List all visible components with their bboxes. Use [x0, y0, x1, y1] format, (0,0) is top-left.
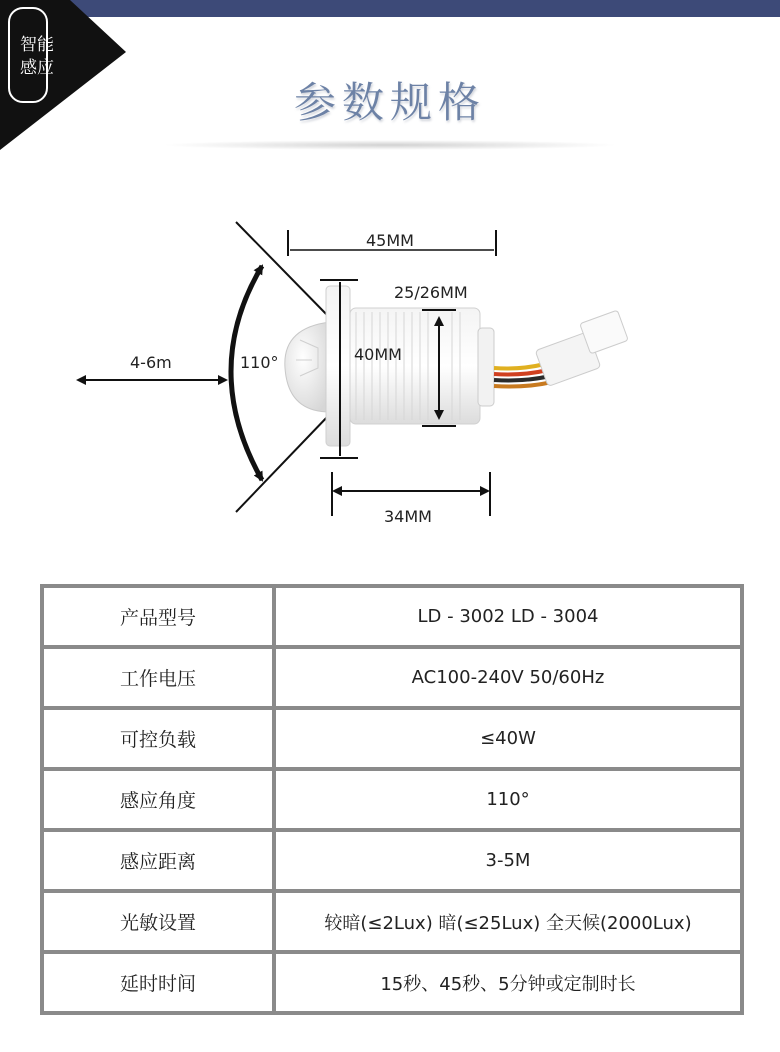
range-label: 4-6m — [130, 353, 172, 372]
inner-diameter-label: 25/26MM — [394, 283, 468, 302]
spec-name: 产品型号 — [44, 588, 272, 645]
angle-line-top — [236, 222, 330, 318]
depth-label: 34MM — [384, 507, 432, 526]
spec-name: 感应距离 — [44, 832, 272, 889]
angle-arc — [231, 266, 262, 480]
pir-dome — [285, 322, 330, 412]
spec-row — [44, 832, 740, 889]
angle-line-bottom — [236, 414, 330, 512]
spec-value: ≤40W — [276, 710, 740, 767]
spec-value: AC100-240V 50/60Hz — [276, 649, 740, 706]
spec-value: 15秒、45秒、5分钟或定制时长 — [276, 954, 740, 1011]
outer-diameter-label: 40MM — [354, 345, 402, 364]
badge-line-2: 感应 — [20, 58, 54, 78]
dimension-diagram — [0, 200, 780, 540]
spec-row — [44, 954, 740, 1011]
page-title: 参数规格 — [293, 78, 486, 127]
spec-name: 工作电压 — [44, 649, 272, 706]
spec-name: 光敏设置 — [44, 893, 272, 950]
spec-row — [44, 710, 740, 767]
spec-value: LD - 3002 LD - 3004 — [276, 588, 740, 645]
spec-row — [44, 649, 740, 706]
spec-name: 延时时间 — [44, 954, 272, 1011]
badge-line-1: 智能 — [20, 35, 54, 55]
spec-value: 110° — [276, 771, 740, 828]
spec-row — [44, 771, 740, 828]
spec-row — [44, 893, 740, 950]
spec-name: 感应角度 — [44, 771, 272, 828]
width-label: 45MM — [366, 231, 414, 250]
spec-name: 可控负载 — [44, 710, 272, 767]
spec-table — [40, 584, 744, 1015]
spec-value: 较暗(≤2Lux) 暗(≤25Lux) 全天候(2000Lux) — [276, 893, 740, 950]
title-underline-shadow — [160, 140, 620, 150]
spec-value: 3-5M — [276, 832, 740, 889]
spec-row — [44, 588, 740, 645]
angle-label: 110° — [240, 353, 279, 372]
flange — [326, 286, 350, 446]
